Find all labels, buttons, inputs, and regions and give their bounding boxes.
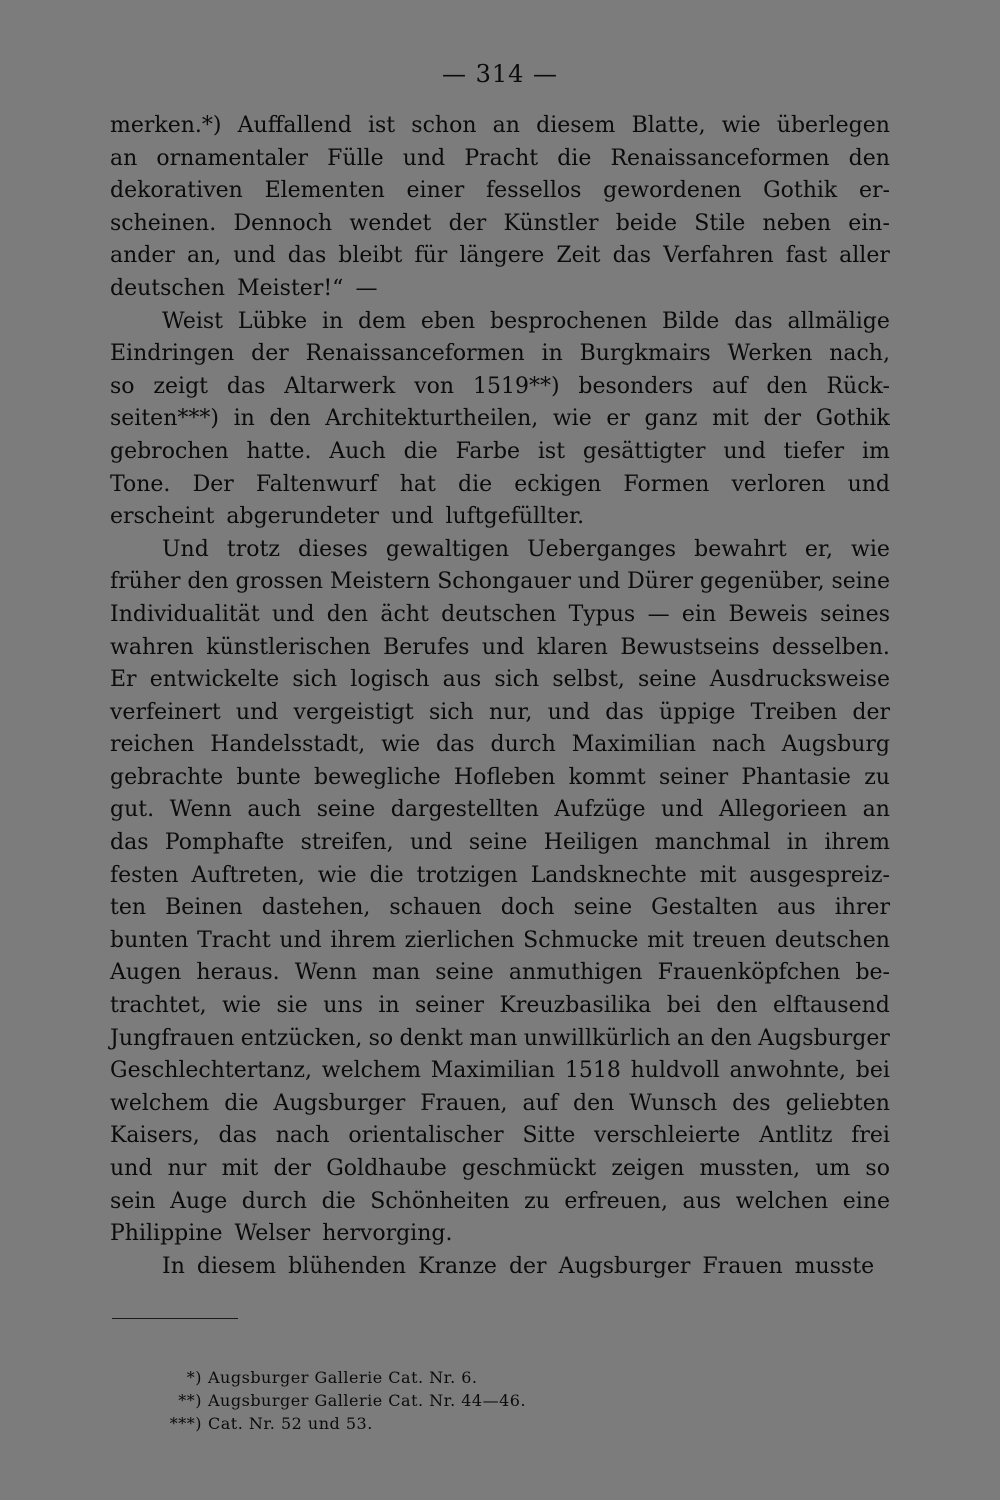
- text-line: reichen Handelsstadt, wie das durch Maximilian nach Augsburg: [110, 732, 890, 758]
- text-line: Geschlechtertanz, welchem Maximilian 1518 huldvoll anwohnte, bei: [110, 1058, 890, 1084]
- text-line: bunten Tracht und ihrem zierlichen Schmucke mit treuen deutschen: [110, 927, 890, 953]
- text-line: verfeinert und vergeistigt sich nur, und das üppige Treiben der: [110, 699, 890, 725]
- footnote-text: Augsburger Gallerie Cat. Nr. 6.: [208, 1368, 478, 1387]
- footnote-mark: ***): [169, 1414, 202, 1433]
- body-text: [110, 110, 890, 1283]
- text-line: an ornamentaler Fülle und Pracht die Renaissanceformen den: [110, 145, 890, 171]
- text-line: In diesem blühenden Kranze der Augsburger Frauen musste: [162, 1253, 875, 1279]
- text-line: früher den grossen Meistern Schongauer und Dürer gegenüber, seine: [110, 569, 890, 595]
- text-line: Augen heraus. Wenn man seine anmuthigen Frauenköpfchen be-: [110, 960, 890, 986]
- text-line: sein Auge durch die Schönheiten zu erfreuen, aus welchen eine: [110, 1188, 890, 1214]
- footnotes: [150, 1366, 850, 1435]
- footnote-text: Cat. Nr. 52 und 53.: [208, 1414, 373, 1433]
- text-line: und nur mit der Goldhaube geschmückt zeigen mussten, um so: [110, 1156, 890, 1181]
- text-line: so zeigt das Altarwerk von 1519**) besonders auf den Rück-: [110, 373, 890, 399]
- text-line: Eindringen der Renaissanceformen in Burgkmairs Werken nach,: [110, 341, 890, 367]
- text-line: wahren künstlerischen Berufes und klaren Bewustseins desselben.: [110, 634, 890, 660]
- footnote-mark: *): [186, 1368, 202, 1387]
- footnote: [150, 1389, 850, 1412]
- text-line: ten Beinen dastehen, schauen doch seine Gestalten aus ihrer: [110, 895, 890, 921]
- text-line: Und trotz dieses gewaltigen Ueberganges bewahrt er, wie: [162, 536, 890, 562]
- footnote-divider: [112, 1318, 238, 1319]
- text-line: erscheint abgerundeter und luftgefüllter.: [110, 504, 585, 530]
- text-line: scheinen. Dennoch wendet der Künstler beide Stile neben ein-: [110, 210, 890, 236]
- text-line: Tone. Der Faltenwurf hat die eckigen Formen verloren und: [110, 471, 890, 497]
- text-line: das Pomphafte streifen, und seine Heiligen manchmal in ihrem: [110, 830, 890, 856]
- text-line: Kaisers, das nach orientalischer Sitte verschleierte Antlitz frei: [110, 1123, 890, 1149]
- text-line: Er entwickelte sich logisch aus sich selbst, seine Ausdrucksweise: [110, 667, 890, 693]
- footnote-text: Augsburger Gallerie Cat. Nr. 44—46.: [208, 1391, 527, 1410]
- text-line: Jungfrauen entzücken, so denkt man unwillkürlich an den Augsburger: [110, 1025, 890, 1051]
- text-line: trachtet, wie sie uns in seiner Kreuzbasilika bei den elftausend: [110, 993, 890, 1019]
- text-line: Philippine Welser hervorging.: [110, 1221, 453, 1247]
- text-line: ander an, und das bleibt für längere Zeit das Verfahren fast aller: [110, 243, 890, 269]
- text-line: Individualität und den ächt deutschen Typus — ein Beweis seines: [110, 601, 890, 627]
- text-line: welchem die Augsburger Frauen, auf den Wunsch des geliebten: [110, 1090, 890, 1116]
- text-line: merken.*) Auffallend ist schon an diesem Blatte, wie überlegen: [110, 113, 890, 138]
- text-line: festen Auftreten, wie die trotzigen Landsknechte mit ausgespreiz-: [110, 862, 890, 888]
- footnote: [150, 1412, 850, 1435]
- text-line: deutschen Meister!“ —: [110, 275, 378, 301]
- text-line: seiten***) in den Architekturtheilen, wie er ganz mit der Gothik: [110, 406, 890, 432]
- page-number: — 314 —: [441, 60, 559, 88]
- text-line: gebrochen hatte. Auch die Farbe ist gesättigter und tiefer im: [110, 438, 890, 464]
- text-line: gut. Wenn auch seine dargestellten Aufzüge und Allegorieen an: [110, 797, 890, 823]
- footnote: [150, 1366, 850, 1389]
- text-line: gebrachte bunte bewegliche Hofleben kommt seiner Phantasie zu: [110, 764, 890, 790]
- text-line: dekorativen Elementen einer fessellos gewordenen Gothik er-: [110, 178, 890, 204]
- text-line: Weist Lübke in dem eben besprochenen Bilde das allmälige: [162, 308, 890, 334]
- footnote-mark: **): [178, 1391, 202, 1410]
